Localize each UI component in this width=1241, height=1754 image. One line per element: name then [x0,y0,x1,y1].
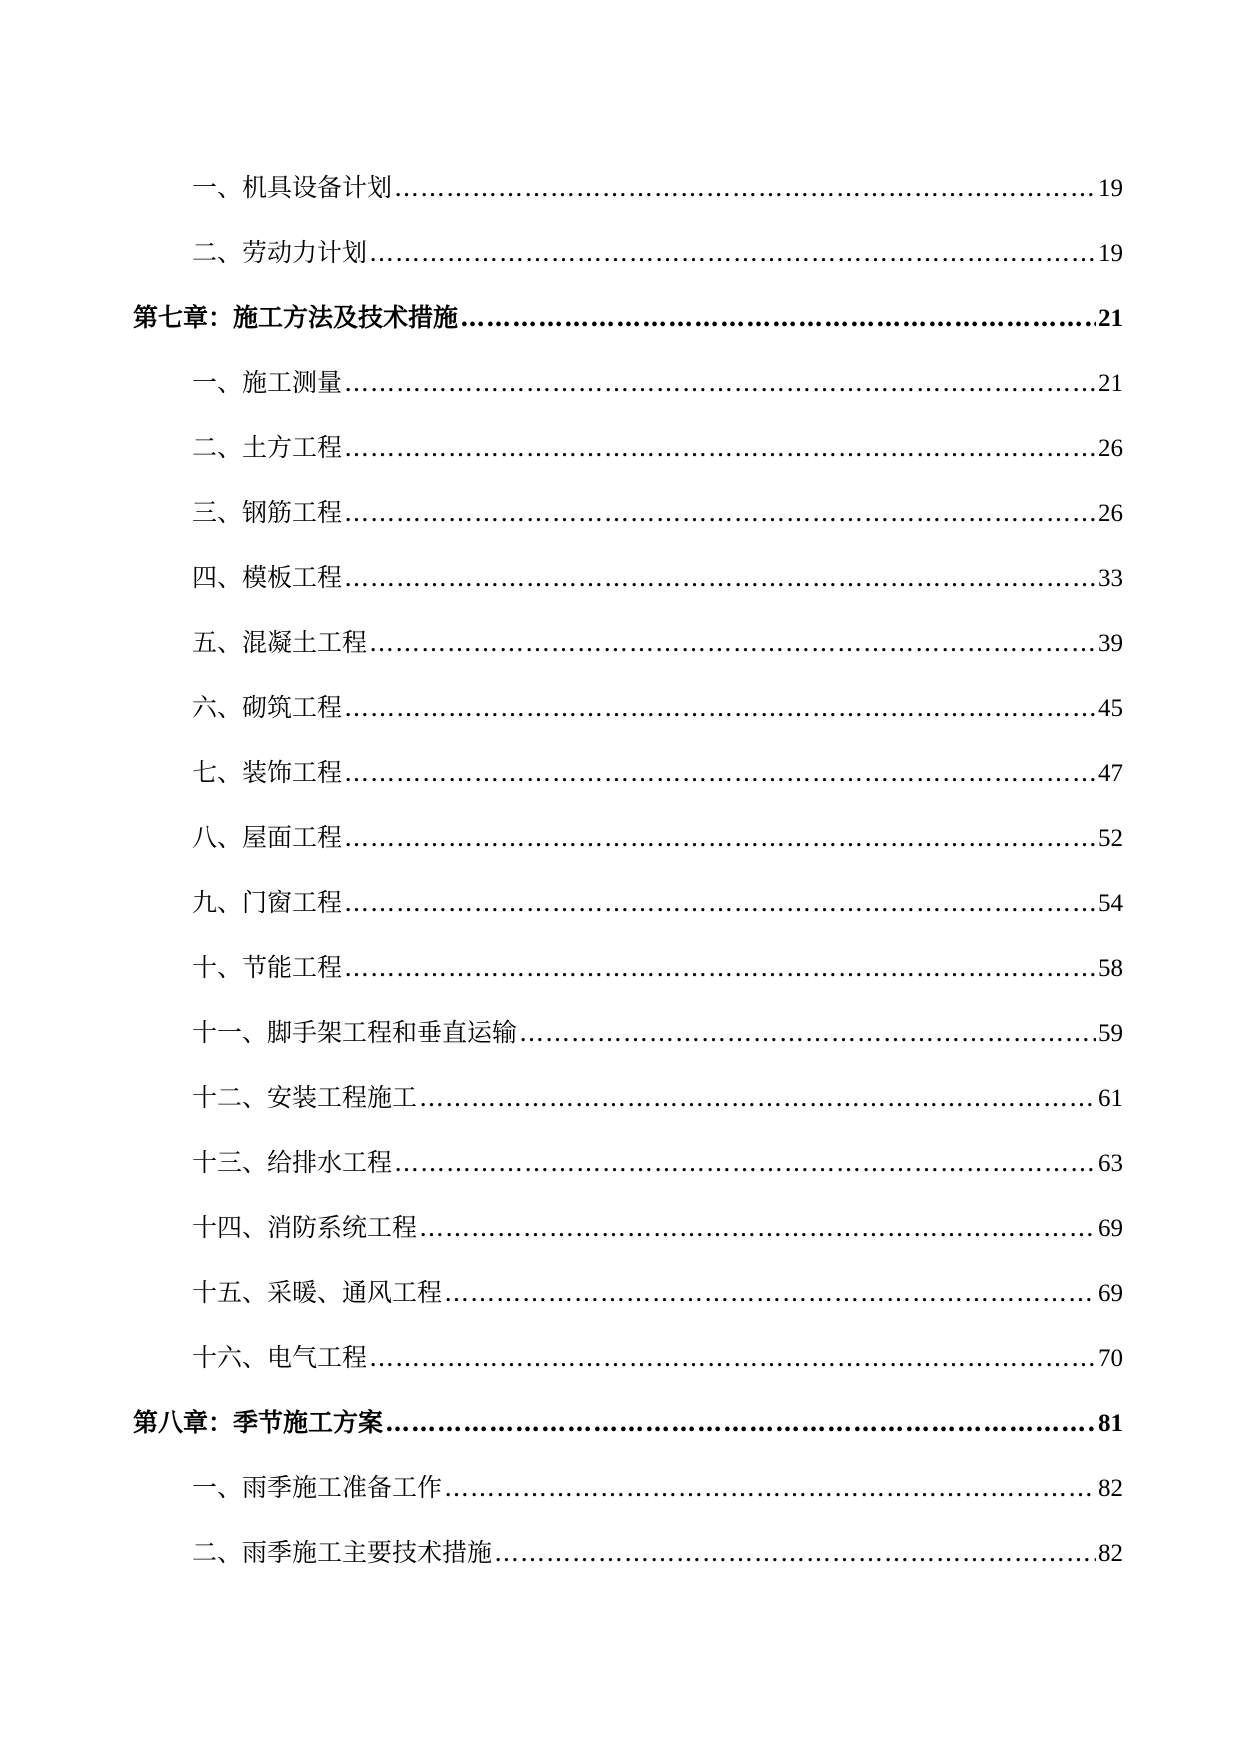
toc-page-number: 82 [1098,1475,1123,1502]
toc-page-number: 47 [1098,760,1123,787]
toc-entry-label: 五、混凝土工程 [192,628,368,657]
toc-leader-dots [344,675,1096,740]
toc-leader-dots [344,415,1096,480]
toc-leader-dots [494,1520,1096,1585]
toc-entry-label: 一、机具设备计划 [192,173,393,202]
toc-leader-dots [344,545,1096,610]
toc-leader-dots [344,935,1096,1000]
toc-leader-dots [460,285,1096,350]
toc-section-entry[interactable] [133,805,1123,870]
toc-page-number: 19 [1098,175,1123,202]
toc-page-number: 70 [1098,1345,1123,1372]
toc-section-entry[interactable] [133,1455,1123,1520]
toc-section-entry[interactable] [133,155,1123,220]
toc-section-entry[interactable] [133,1000,1123,1065]
toc-leader-dots [344,480,1096,545]
toc-section-entry[interactable] [133,675,1123,740]
toc-chapter-entry[interactable] [133,1390,1123,1455]
toc-entry-label: 十三、给排水工程 [192,1148,393,1177]
toc-page-number: 59 [1098,1020,1123,1047]
toc-leader-dots [385,1390,1096,1455]
toc-entry-label: 第八章：季节施工方案 [133,1408,384,1437]
toc-leader-dots [444,1455,1096,1520]
toc-page-number: 61 [1098,1085,1123,1112]
toc-page-number: 45 [1098,695,1123,722]
toc-entry-label: 十、节能工程 [192,953,343,982]
toc-leader-dots [369,1325,1096,1390]
toc-section-entry[interactable] [133,1195,1123,1260]
toc-page-number: 81 [1098,1410,1123,1437]
toc-page-number: 69 [1098,1215,1123,1242]
toc-entry-label: 四、模板工程 [192,563,343,592]
toc-page-number: 26 [1098,435,1123,462]
toc-entry-label: 十一、脚手架工程和垂直运输 [192,1018,518,1047]
toc-leader-dots [344,350,1096,415]
table-of-contents [133,155,1123,1585]
toc-page-number: 26 [1098,500,1123,527]
toc-leader-dots [394,155,1096,220]
toc-leader-dots [394,1130,1096,1195]
toc-leader-dots [344,805,1096,870]
toc-entry-label: 六、砌筑工程 [192,693,343,722]
toc-entry-label: 二、雨季施工主要技术措施 [192,1538,493,1567]
toc-entry-label: 七、装饰工程 [192,758,343,787]
toc-leader-dots [369,220,1096,285]
toc-page-number: 19 [1098,240,1123,267]
toc-page-number: 39 [1098,630,1123,657]
toc-leader-dots [369,610,1096,675]
toc-entry-label: 一、雨季施工准备工作 [192,1473,443,1502]
toc-section-entry[interactable] [133,935,1123,1000]
toc-entry-label: 三、钢筋工程 [192,498,343,527]
toc-leader-dots [444,1260,1096,1325]
toc-page-number: 54 [1098,890,1123,917]
toc-entry-label: 九、门窗工程 [192,888,343,917]
toc-section-entry[interactable] [133,350,1123,415]
toc-section-entry[interactable] [133,1065,1123,1130]
toc-entry-label: 十二、安装工程施工 [192,1083,418,1112]
toc-section-entry[interactable] [133,1130,1123,1195]
toc-page-number: 82 [1098,1540,1123,1567]
toc-entry-label: 第七章：施工方法及技术措施 [133,303,459,332]
toc-section-entry[interactable] [133,1520,1123,1585]
toc-leader-dots [519,1000,1096,1065]
toc-page-number: 69 [1098,1280,1123,1307]
toc-page-number: 63 [1098,1150,1123,1177]
toc-leader-dots [344,740,1096,805]
toc-entry-label: 二、土方工程 [192,433,343,462]
toc-entry-label: 二、劳动力计划 [192,238,368,267]
toc-page-number: 33 [1098,565,1123,592]
toc-leader-dots [419,1195,1096,1260]
toc-entry-label: 八、屋面工程 [192,823,343,852]
toc-chapter-entry[interactable] [133,285,1123,350]
toc-leader-dots [344,870,1096,935]
toc-section-entry[interactable] [133,870,1123,935]
toc-section-entry[interactable] [133,1260,1123,1325]
toc-page-number: 21 [1098,370,1123,397]
toc-page-number: 58 [1098,955,1123,982]
toc-page-number: 21 [1098,305,1123,332]
toc-section-entry[interactable] [133,220,1123,285]
toc-section-entry[interactable] [133,610,1123,675]
toc-section-entry[interactable] [133,740,1123,805]
toc-section-entry[interactable] [133,1325,1123,1390]
toc-section-entry[interactable] [133,415,1123,480]
toc-leader-dots [419,1065,1096,1130]
toc-section-entry[interactable] [133,480,1123,545]
toc-entry-label: 十四、消防系统工程 [192,1213,418,1242]
toc-section-entry[interactable] [133,545,1123,610]
toc-entry-label: 十六、电气工程 [192,1343,368,1372]
toc-entry-label: 十五、采暖、通风工程 [192,1278,443,1307]
toc-entry-label: 一、施工测量 [192,368,343,397]
toc-page-number: 52 [1098,825,1123,852]
